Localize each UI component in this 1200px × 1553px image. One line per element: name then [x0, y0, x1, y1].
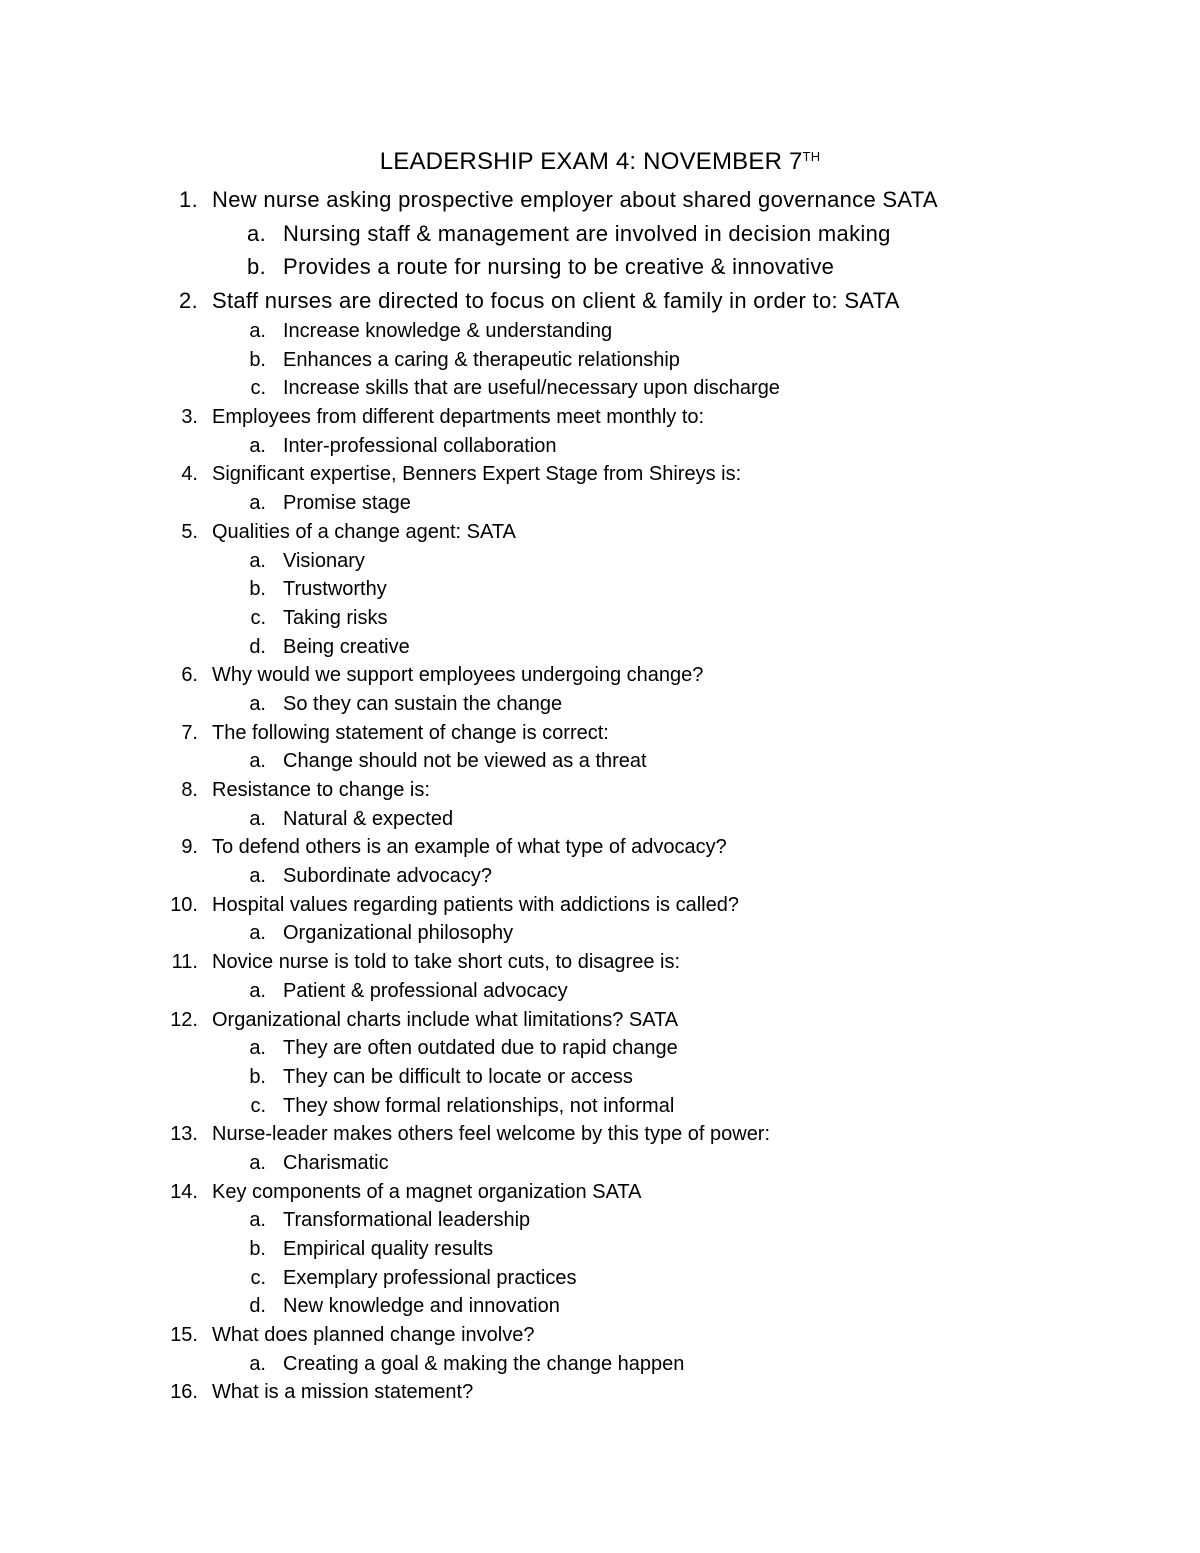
answer-item — [0, 862, 1200, 891]
answer-text: Empirical quality results — [283, 1238, 494, 1260]
answer-text: So they can sustain the change — [283, 692, 563, 715]
answer-letter: c. — [250, 377, 266, 400]
answer-item — [0, 919, 1200, 948]
question-number: 14. — [170, 1180, 198, 1203]
answer-item — [0, 690, 1200, 719]
question-item — [0, 460, 1200, 489]
question-item — [0, 833, 1200, 862]
answer-text: Visionary — [283, 549, 365, 572]
question-item — [0, 284, 1200, 318]
question-number: 10. — [170, 893, 198, 916]
question-number: 4. — [181, 463, 198, 486]
answer-item — [0, 805, 1200, 834]
question-item — [0, 661, 1200, 690]
answer-text: Being creative — [283, 635, 410, 658]
title-superscript: TH — [802, 149, 821, 164]
answer-letter: c. — [250, 1094, 266, 1117]
answer-text: Promise stage — [283, 492, 411, 515]
answer-letter: c. — [250, 1266, 266, 1289]
answer-text: Patient & professional advocacy — [283, 979, 568, 1002]
question-number: 12. — [170, 1008, 198, 1031]
answer-letter: a. — [249, 1151, 266, 1174]
question-number: 13. — [170, 1123, 198, 1146]
answer-text: Charismatic — [283, 1151, 389, 1174]
answer-item — [0, 489, 1200, 518]
answer-item — [0, 1350, 1200, 1379]
question-number: 16. — [170, 1381, 198, 1404]
question-number: 11. — [171, 951, 198, 974]
answer-item — [0, 1235, 1200, 1264]
question-item — [0, 1378, 1200, 1407]
question-text: Significant expertise, Benners Expert Stage from Shireys is: — [212, 463, 742, 486]
answer-item — [0, 547, 1200, 576]
page-title — [0, 146, 1200, 178]
answer-text: They can be difficult to locate or access — [283, 1065, 633, 1088]
answer-item — [0, 977, 1200, 1006]
answer-letter: a. — [247, 220, 266, 246]
answer-item — [0, 1034, 1200, 1063]
answer-text: Enhances a caring & therapeutic relationship — [283, 348, 680, 371]
question-item — [0, 1006, 1200, 1035]
answer-letter: b. — [249, 348, 266, 371]
answer-item — [0, 1264, 1200, 1293]
question-number: 7. — [181, 721, 198, 744]
question-number: 8. — [181, 779, 198, 801]
answer-letter: b. — [249, 1238, 266, 1260]
answer-text: Nursing staff & management are involved in decision making — [283, 220, 891, 246]
answer-item — [0, 747, 1200, 776]
question-list — [0, 183, 1200, 1407]
question-text: Key components of a magnet organization SATA — [212, 1180, 642, 1203]
answer-letter: a. — [249, 922, 266, 945]
question-text: Resistance to change is: — [212, 779, 430, 801]
answer-item — [0, 317, 1200, 346]
question-item — [0, 1178, 1200, 1207]
answer-item — [0, 1063, 1200, 1092]
question-text: To defend others is an example of what type of advocacy? — [212, 836, 727, 859]
answer-letter: c. — [250, 606, 266, 629]
answer-item — [0, 432, 1200, 461]
question-number: 15. — [170, 1324, 198, 1347]
answer-text: They show formal relationships, not informal — [283, 1094, 675, 1117]
answer-item — [0, 633, 1200, 662]
answer-text: Trustworthy — [283, 578, 387, 601]
answer-letter: a. — [249, 1037, 266, 1060]
question-item — [0, 403, 1200, 432]
question-text: New nurse asking prospective employer about shared governance SATA — [212, 187, 938, 212]
question-item — [0, 183, 1200, 217]
question-number: 6. — [181, 664, 198, 687]
answer-text: Increase knowledge & understanding — [283, 320, 613, 342]
answer-item — [0, 250, 1200, 284]
question-number: 2. — [179, 287, 198, 313]
question-text: Why would we support employees undergoing change? — [212, 664, 704, 687]
question-text: Qualities of a change agent: SATA — [212, 520, 516, 543]
answer-letter: a. — [249, 692, 266, 715]
question-number: 3. — [181, 406, 198, 429]
answer-item — [0, 575, 1200, 604]
question-text: What does planned change involve? — [212, 1324, 535, 1347]
question-text: Novice nurse is told to take short cuts, to disagree is: — [212, 951, 680, 974]
answer-item — [0, 1092, 1200, 1121]
answer-letter: a. — [249, 979, 266, 1002]
answer-letter: a. — [249, 1209, 266, 1232]
question-text: Staff nurses are directed to focus on client & family in order to: SATA — [212, 287, 900, 313]
question-text: The following statement of change is correct: — [212, 721, 609, 744]
answer-letter: a. — [249, 549, 266, 572]
question-text: Employees from different departments meet monthly to: — [212, 406, 705, 429]
question-number: 9. — [181, 836, 198, 859]
answer-letter: a. — [249, 865, 266, 888]
title-text: LEADERSHIP EXAM 4: NOVEMBER 7 — [379, 148, 803, 175]
answer-letter: a. — [249, 434, 266, 457]
answer-text: Change should not be viewed as a threat — [283, 750, 647, 773]
answer-text: Creating a goal & making the change happen — [283, 1352, 685, 1375]
answer-item — [0, 346, 1200, 375]
answer-text: Natural & expected — [283, 807, 454, 830]
question-item — [0, 1120, 1200, 1149]
answer-item — [0, 374, 1200, 403]
answer-item — [0, 604, 1200, 633]
answer-item — [0, 1149, 1200, 1178]
answer-letter: a. — [249, 750, 266, 773]
question-text: Hospital values regarding patients with addictions is called? — [212, 893, 739, 916]
answer-text: Exemplary professional practices — [283, 1266, 577, 1289]
answer-item — [0, 1206, 1200, 1235]
answer-text: New knowledge and innovation — [283, 1295, 560, 1318]
answer-text: Taking risks — [283, 606, 388, 629]
answer-letter: a. — [249, 807, 266, 830]
question-item — [0, 518, 1200, 547]
answer-letter: a. — [249, 1352, 266, 1375]
question-item — [0, 891, 1200, 920]
question-number: 1. — [179, 187, 198, 212]
answer-item — [0, 1292, 1200, 1321]
answer-letter: b. — [247, 254, 266, 279]
question-item — [0, 1321, 1200, 1350]
answer-text: Inter-professional collaboration — [283, 434, 557, 457]
answer-letter: b. — [249, 1065, 266, 1088]
answer-letter: d. — [249, 1295, 266, 1318]
answer-text: Organizational philosophy — [283, 922, 514, 945]
answer-letter: b. — [249, 578, 266, 601]
answer-letter: a. — [249, 320, 266, 342]
answer-text: They are often outdated due to rapid change — [283, 1037, 678, 1060]
question-text: Organizational charts include what limitations? SATA — [212, 1008, 679, 1031]
answer-text: Transformational leadership — [283, 1209, 531, 1232]
answer-letter: d. — [249, 635, 266, 658]
question-item — [0, 776, 1200, 805]
answer-text: Provides a route for nursing to be creative & innovative — [283, 254, 835, 279]
answer-text: Subordinate advocacy? — [283, 865, 493, 888]
answer-item — [0, 217, 1200, 251]
question-text: Nurse-leader makes others feel welcome by this type of power: — [212, 1123, 771, 1146]
question-text: What is a mission statement? — [212, 1381, 474, 1404]
answer-letter: a. — [249, 492, 266, 515]
answer-text: Increase skills that are useful/necessary upon discharge — [283, 377, 780, 400]
question-item — [0, 948, 1200, 977]
question-item — [0, 719, 1200, 748]
question-number: 5. — [181, 520, 198, 543]
